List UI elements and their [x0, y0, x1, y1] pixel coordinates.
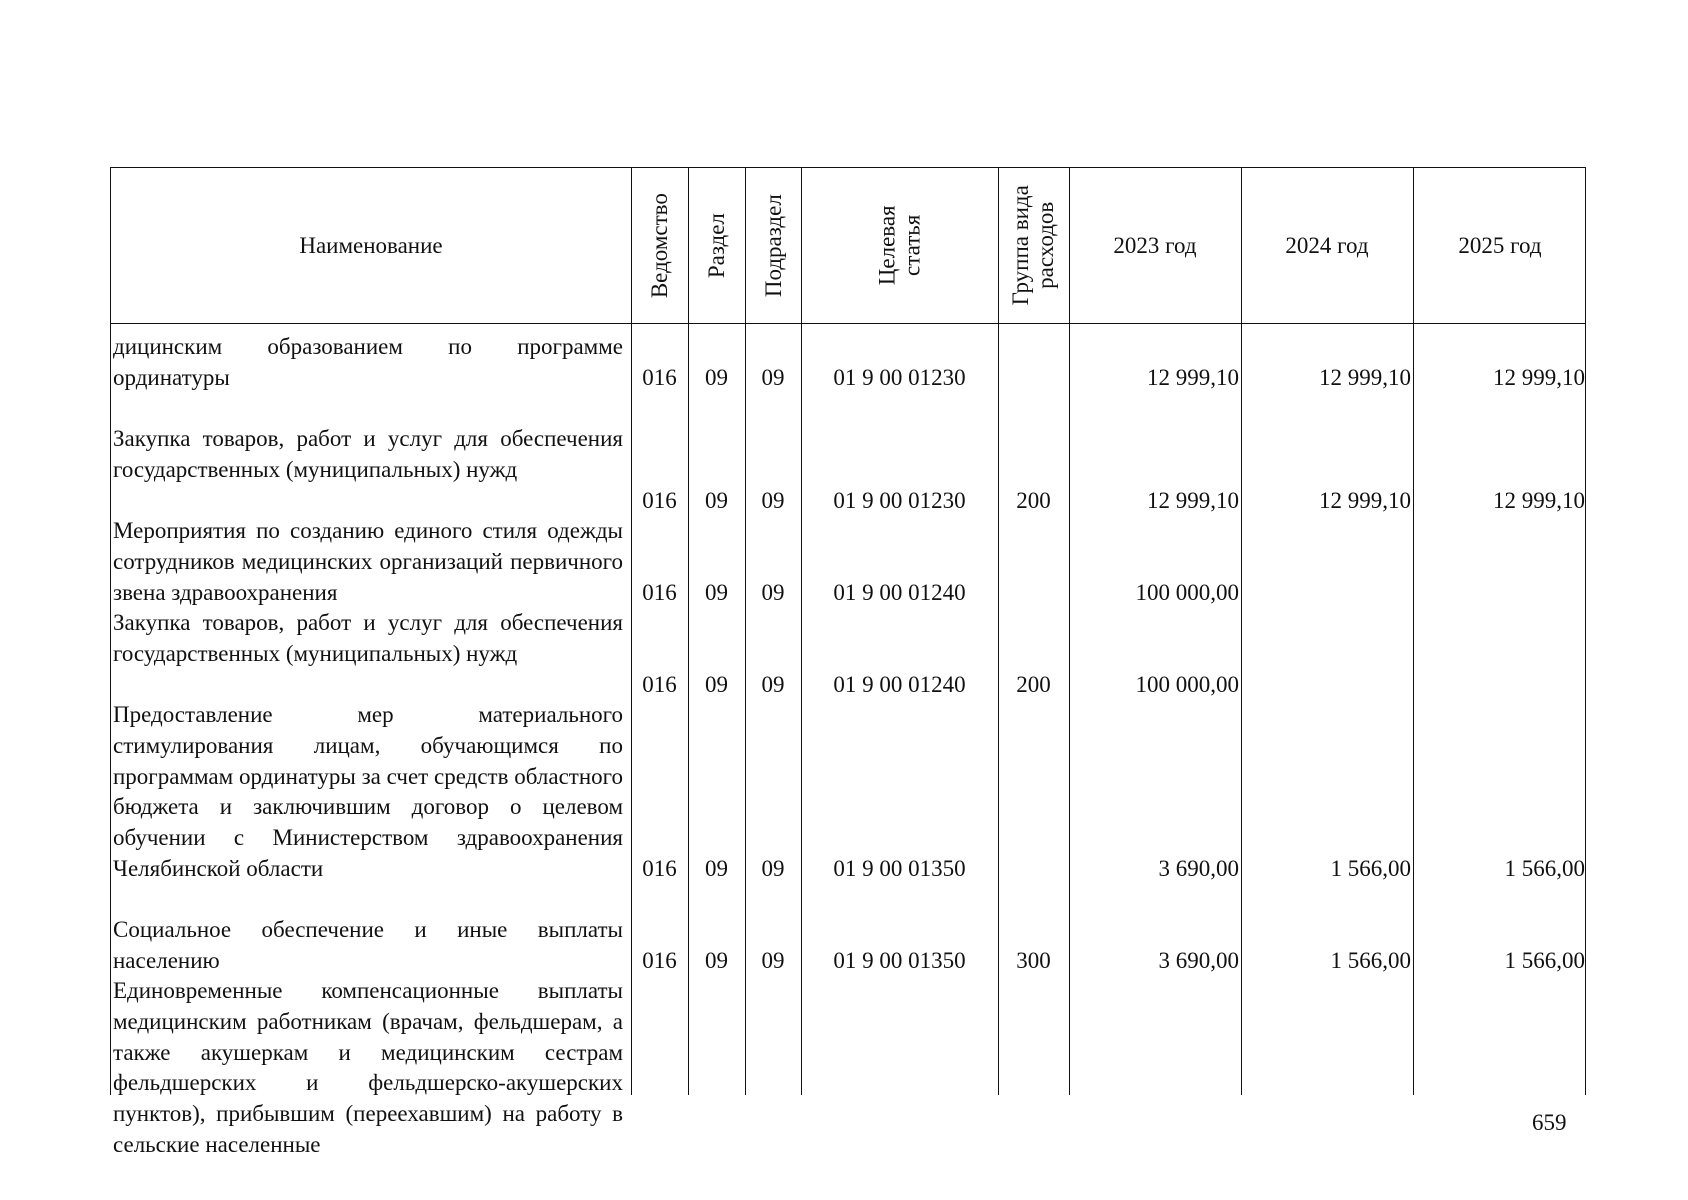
cell-podrazdel: 09	[761, 579, 785, 605]
header-gruppa-label	[1008, 185, 1059, 305]
header-gruppa-line1: Группа вида	[1008, 185, 1034, 306]
cell-razdel: 09	[705, 856, 728, 881]
cell-vedomstvo: 016	[642, 487, 677, 513]
cell-name: Единовременные компенсационные выплаты медицинским работникам (врачам, фельдшерам, а также акушеркам и медицинским сестрам фельдшерских и фельдшерско-акушерских пунктов), прибывшим (переехавшим) на работу в сельские населенные	[113, 978, 623, 1157]
cell-2023: 3 690,00	[1158, 947, 1239, 973]
cell-gruppa: 300	[1016, 947, 1051, 973]
cell-2025: 1 566,00	[1504, 947, 1585, 973]
header-vedomstvo-label: Ведомство	[646, 192, 672, 299]
header-razdel	[688, 168, 745, 323]
cell-podrazdel: 09	[761, 671, 785, 697]
cell-name: Социальное обеспечение и иные выплаты населению	[113, 917, 623, 973]
cell-podrazdel: 09	[761, 947, 785, 973]
cell-vedomstvo: 016	[642, 947, 677, 973]
cell-razdel: 09	[705, 364, 728, 390]
cell-2024: 12 999,10	[1319, 487, 1411, 513]
cell-2023: 100 000,00	[1135, 671, 1239, 697]
cell-2023: 12 999,10	[1147, 364, 1239, 390]
cell-vedomstvo: 016	[642, 579, 677, 605]
header-name-label: Наименование	[299, 232, 443, 258]
header-gruppa	[998, 168, 1069, 323]
cell-gruppa: 200	[1016, 671, 1051, 697]
header-celevaya-line2: статья	[899, 214, 925, 277]
cell-2024: 1 566,00	[1330, 856, 1411, 881]
cell-gruppa: 200	[1016, 487, 1051, 513]
cell-name: Закупка товаров, работ и услуг для обеспечения государственных (муниципальных) нужд	[113, 426, 623, 482]
header-celevaya-statya	[801, 168, 998, 323]
cell-celevaya-statya: 01 9 00 01240	[833, 579, 966, 605]
cell-razdel: 09	[705, 579, 728, 605]
cell-2024: 12 999,10	[1319, 364, 1411, 390]
cell-razdel: 09	[705, 487, 728, 513]
cell-2023: 100 000,00	[1135, 579, 1239, 605]
cell-name: Закупка товаров, работ и услуг для обеспечения государственных (муниципальных) нужд	[113, 610, 623, 666]
cell-celevaya-statya: 01 9 00 01240	[833, 671, 966, 697]
cell-name: Мероприятия по созданию единого стиля одежды сотрудников медицинских организаций первичного звена здравоохранения	[113, 518, 623, 605]
header-vedomstvo	[631, 168, 688, 323]
cell-name: Предоставление мер материального стимулирования лицам, обучающимся по программам ординатуры за счет средств областного бюджета и заключившим договор о целевом обучении с Министерством здравоохранения Челябинской области	[113, 702, 623, 881]
cell-razdel: 09	[705, 947, 728, 973]
cell-2023: 12 999,10	[1147, 487, 1239, 513]
cell-2024: 1 566,00	[1330, 947, 1411, 973]
cell-vedomstvo: 016	[642, 856, 677, 881]
header-celevaya-line1: Целевая	[874, 205, 900, 286]
header-2025-label: 2025 год	[1458, 232, 1542, 258]
header-bottom-line	[111, 323, 1585, 324]
cell-2023: 3 690,00	[1158, 856, 1239, 881]
cell-2025: 12 999,10	[1493, 487, 1585, 513]
header-podrazdel	[745, 168, 801, 323]
header-gruppa-line2: расходов	[1033, 201, 1059, 290]
page-number: 659	[1532, 1110, 1567, 1135]
header-2024-label: 2024 год	[1285, 232, 1369, 258]
header-celevaya-label	[874, 206, 925, 286]
header-name	[111, 168, 631, 323]
header-2023-label: 2023 год	[1113, 232, 1197, 258]
cell-podrazdel: 09	[761, 856, 785, 881]
cell-podrazdel: 09	[761, 364, 785, 390]
cell-celevaya-statya: 01 9 00 01350	[833, 947, 966, 973]
cell-vedomstvo: 016	[642, 364, 677, 390]
cell-celevaya-statya: 01 9 00 01230	[833, 364, 966, 390]
cell-podrazdel: 09	[761, 487, 785, 513]
header-podrazdel-label: Подраздел	[760, 194, 786, 297]
header-2023	[1069, 168, 1241, 323]
header-razdel-label: Раздел	[703, 212, 729, 279]
cell-2025: 12 999,10	[1493, 364, 1585, 390]
header-2024	[1241, 168, 1413, 323]
cell-name: дицинским образованием по программе ординатуры	[113, 334, 623, 390]
cell-celevaya-statya: 01 9 00 01230	[833, 487, 966, 513]
cell-razdel: 09	[705, 671, 728, 697]
cell-2025: 1 566,00	[1504, 856, 1585, 881]
cell-celevaya-statya: 01 9 00 01350	[833, 856, 966, 881]
header-2025	[1413, 168, 1587, 323]
cell-vedomstvo: 016	[642, 671, 677, 697]
